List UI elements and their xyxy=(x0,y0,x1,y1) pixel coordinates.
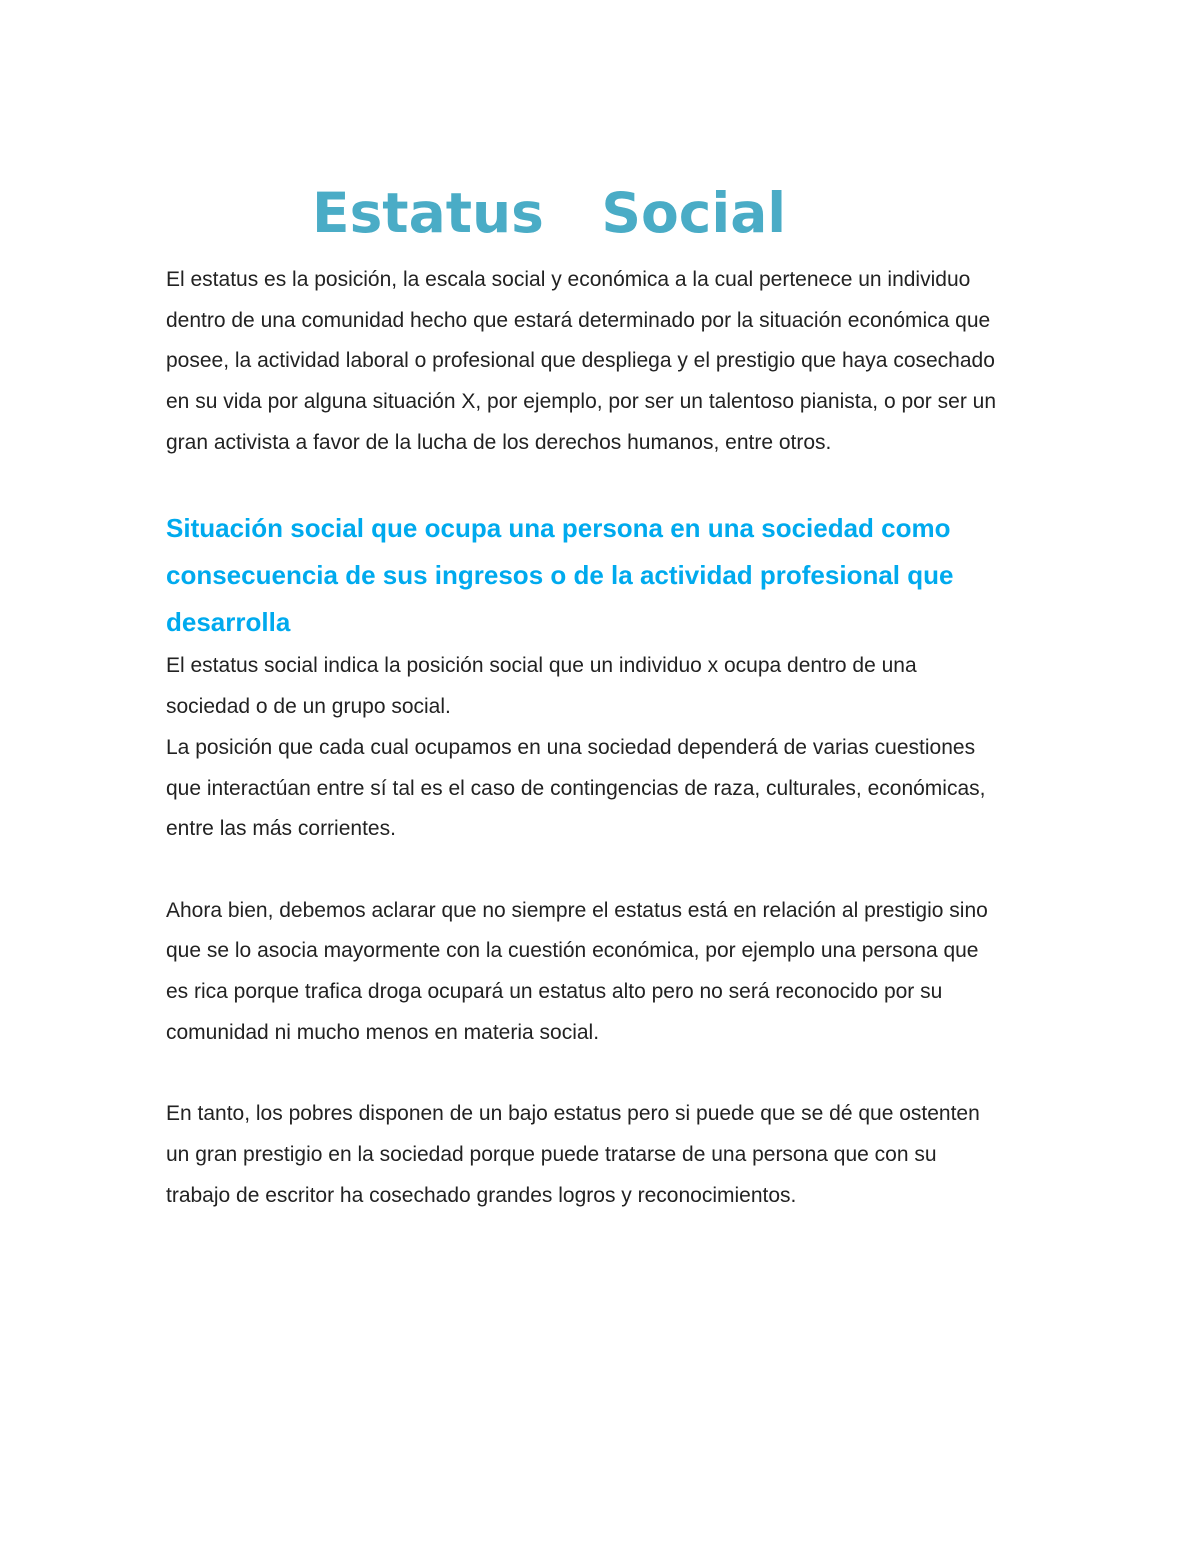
document-body xyxy=(166,260,996,1216)
body-paragraph: El estatus social indica la posición social que un individuo x ocupa dentro de una sociedad o de un grupo social. xyxy=(166,654,917,719)
body-paragraph: En tanto, los pobres disponen de un bajo estatus pero si puede que se dé que ostenten un gran prestigio en la sociedad porque puede tratarse de una persona que con su trabajo de escritor ha cosechado grandes logros y reconocimientos. xyxy=(166,1102,980,1207)
body-paragraph: Ahora bien, debemos aclarar que no siempre el estatus está en relación al prestigio sino que se lo asocia mayormente con la cuestión económica, por ejemplo una persona que es rica porque trafica droga ocupará un estatus alto pero no será reconocido por su comunidad ni mucho menos en materia social. xyxy=(166,898,988,1044)
body-paragraph: La posición que cada cual ocupamos en una sociedad dependerá de varias cuestiones que interactúan entre sí tal es el caso de contingencias de raza, culturales, económicas, entre las más corrientes. xyxy=(166,735,986,841)
section-subheading: Situación social que ocupa una persona en una sociedad como consecuencia de sus ingresos o de la actividad profesional que desarrolla xyxy=(166,512,954,638)
document-title: Estatus Social xyxy=(312,181,787,245)
intro-paragraph: El estatus es la posición, la escala social y económica a la cual pertenece un individuo dentro de una comunidad hecho que estará determinado por la situación económica que posee, la actividad laboral o profesional que despliega y el prestigio que haya cosechado en su vida por alguna situación X, por ejemplo, por ser un talentoso pianista, o por ser un gran activista a favor de la lucha de los derechos humanos, entre otros. xyxy=(166,268,997,454)
